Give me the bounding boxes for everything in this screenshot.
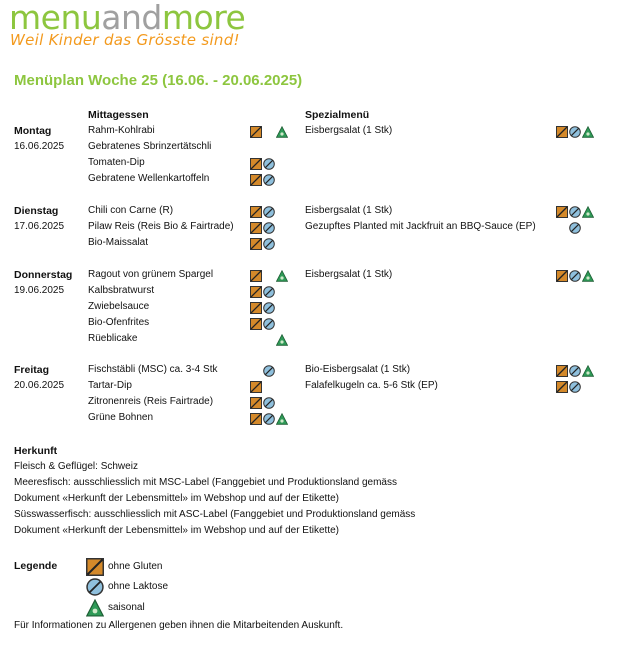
gluten-free-icon	[556, 205, 568, 217]
special-menu-item: Falafelkugeln ca. 5-6 Stk (EP)	[305, 380, 438, 391]
legend-label: ohne Laktose	[108, 581, 169, 592]
seasonal-icon	[582, 364, 594, 376]
menu-item: Kalbsbratwurst	[88, 285, 155, 296]
day-name: Freitag	[14, 364, 50, 376]
seasonal-icon	[276, 412, 288, 424]
menu-item: Zitronenreis (Reis Fairtrade)	[88, 396, 214, 407]
lactose-free-icon	[569, 269, 581, 281]
lactose-free-icon	[263, 364, 275, 376]
lactose-free-icon	[263, 285, 275, 297]
menu-item: Bio-Ofenfrites	[88, 317, 150, 328]
gluten-free-icon	[86, 558, 104, 576]
seasonal-icon	[582, 205, 594, 217]
gluten-free-icon	[250, 301, 262, 313]
day-date: 16.06.2025	[14, 141, 65, 152]
origin-line: Fleisch & Geflügel: Schweiz	[14, 461, 138, 472]
menu-item: Rüeblicake	[88, 333, 138, 344]
gluten-free-icon	[250, 237, 262, 249]
lactose-free-icon	[263, 317, 275, 329]
seasonal-icon	[582, 269, 594, 281]
menu-item: Bio-Maissalat	[88, 237, 149, 248]
seasonal-icon	[582, 125, 594, 137]
lactose-free-icon	[263, 221, 275, 233]
column-header-main: Mittagessen	[88, 109, 149, 121]
legend-heading: Legende	[14, 560, 58, 572]
footer-note: Für Informationen zu Allergenen geben ihnen die Mitarbeitenden Auskunft.	[14, 620, 344, 631]
seasonal-icon	[276, 125, 288, 137]
gluten-free-icon	[250, 380, 262, 392]
logo-part-more: more	[161, 0, 246, 37]
tagline: Weil Kinder das Grösste sind!	[10, 31, 240, 49]
lactose-free-icon	[569, 364, 581, 376]
gluten-free-icon	[250, 269, 262, 281]
lactose-free-icon	[263, 412, 275, 424]
menu-item: Gebratene Wellenkartoffeln	[88, 173, 210, 184]
special-menu-item: Eisbergsalat (1 Stk)	[305, 205, 393, 216]
menu-item: Pilaw Reis (Reis Bio & Fairtrade)	[88, 221, 234, 232]
gluten-free-icon	[250, 396, 262, 408]
menu-item: Fischstäbli (MSC) ca. 3-4 Stk	[88, 364, 218, 375]
special-menu-item: Bio-Eisbergsalat (1 Stk)	[305, 364, 411, 375]
lactose-free-icon	[263, 396, 275, 408]
gluten-free-icon	[250, 173, 262, 185]
lactose-free-icon	[569, 221, 581, 233]
menu-item: Tomaten-Dip	[88, 157, 145, 168]
seasonal-icon	[276, 333, 288, 345]
legend-label: saisonal	[108, 602, 145, 613]
lactose-free-icon	[569, 205, 581, 217]
gluten-free-icon	[250, 317, 262, 329]
gluten-free-icon	[250, 157, 262, 169]
special-menu-item: Gezupftes Planted mit Jackfruit an BBQ-Sauce (EP)	[305, 221, 536, 232]
day-date: 19.06.2025	[14, 285, 65, 296]
page-title: Menüplan Woche 25 (16.06. - 20.06.2025)	[14, 72, 303, 89]
lactose-free-icon	[263, 173, 275, 185]
day-date: 20.06.2025	[14, 380, 65, 391]
gluten-free-icon	[556, 364, 568, 376]
lactose-free-icon	[263, 205, 275, 217]
logo-part-menu: menu	[9, 0, 102, 37]
column-header-special: Spezialmenü	[305, 109, 370, 121]
menu-item: Ragout von grünem Spargel	[88, 269, 214, 280]
lactose-free-icon	[263, 301, 275, 313]
lactose-free-icon	[263, 237, 275, 249]
gluten-free-icon	[556, 269, 568, 281]
menu-item: Tartar-Dip	[88, 380, 132, 391]
origin-line: Dokument «Herkunft der Lebensmittel» im Webshop und auf der Etikette)	[14, 525, 339, 536]
gluten-free-icon	[250, 125, 262, 137]
day-name: Montag	[14, 125, 52, 137]
origin-line: Meeresfisch: ausschliesslich mit MSC-Label (Fanggebiet und Produktionsland gemäss	[14, 477, 397, 488]
gluten-free-icon	[250, 285, 262, 297]
gluten-free-icon	[250, 205, 262, 217]
menu-item: Rahm-Kohlrabi	[88, 125, 155, 136]
day-name: Donnerstag	[14, 269, 73, 281]
menu-item: Gebratenes Sbrinzertätschli	[88, 141, 212, 152]
origin-line: Süsswasserfisch: ausschliesslich mit ASC-Label (Fanggebiet und Produktionsland gemäss	[14, 509, 416, 520]
lactose-free-icon	[569, 380, 581, 392]
seasonal-icon	[86, 599, 104, 617]
origin-line: Dokument «Herkunft der Lebensmittel» im Webshop und auf der Etikette)	[14, 493, 339, 504]
menu-item: Chili con Carne (R)	[88, 205, 174, 216]
menu-item: Zwiebelsauce	[88, 301, 150, 312]
menu-item: Grüne Bohnen	[88, 412, 154, 423]
lactose-free-icon	[263, 157, 275, 169]
origin-heading: Herkunft	[14, 445, 58, 457]
gluten-free-icon	[250, 221, 262, 233]
day-name: Dienstag	[14, 205, 59, 217]
gluten-free-icon	[556, 380, 568, 392]
lactose-free-icon	[569, 125, 581, 137]
lactose-free-icon	[86, 578, 104, 596]
special-menu-item: Eisbergsalat (1 Stk)	[305, 269, 393, 280]
legend-label: ohne Gluten	[108, 561, 163, 572]
special-menu-item: Eisbergsalat (1 Stk)	[305, 125, 393, 136]
gluten-free-icon	[250, 412, 262, 424]
gluten-free-icon	[556, 125, 568, 137]
day-date: 17.06.2025	[14, 221, 65, 232]
seasonal-icon	[276, 269, 288, 281]
logo-part-and: and	[101, 0, 162, 37]
